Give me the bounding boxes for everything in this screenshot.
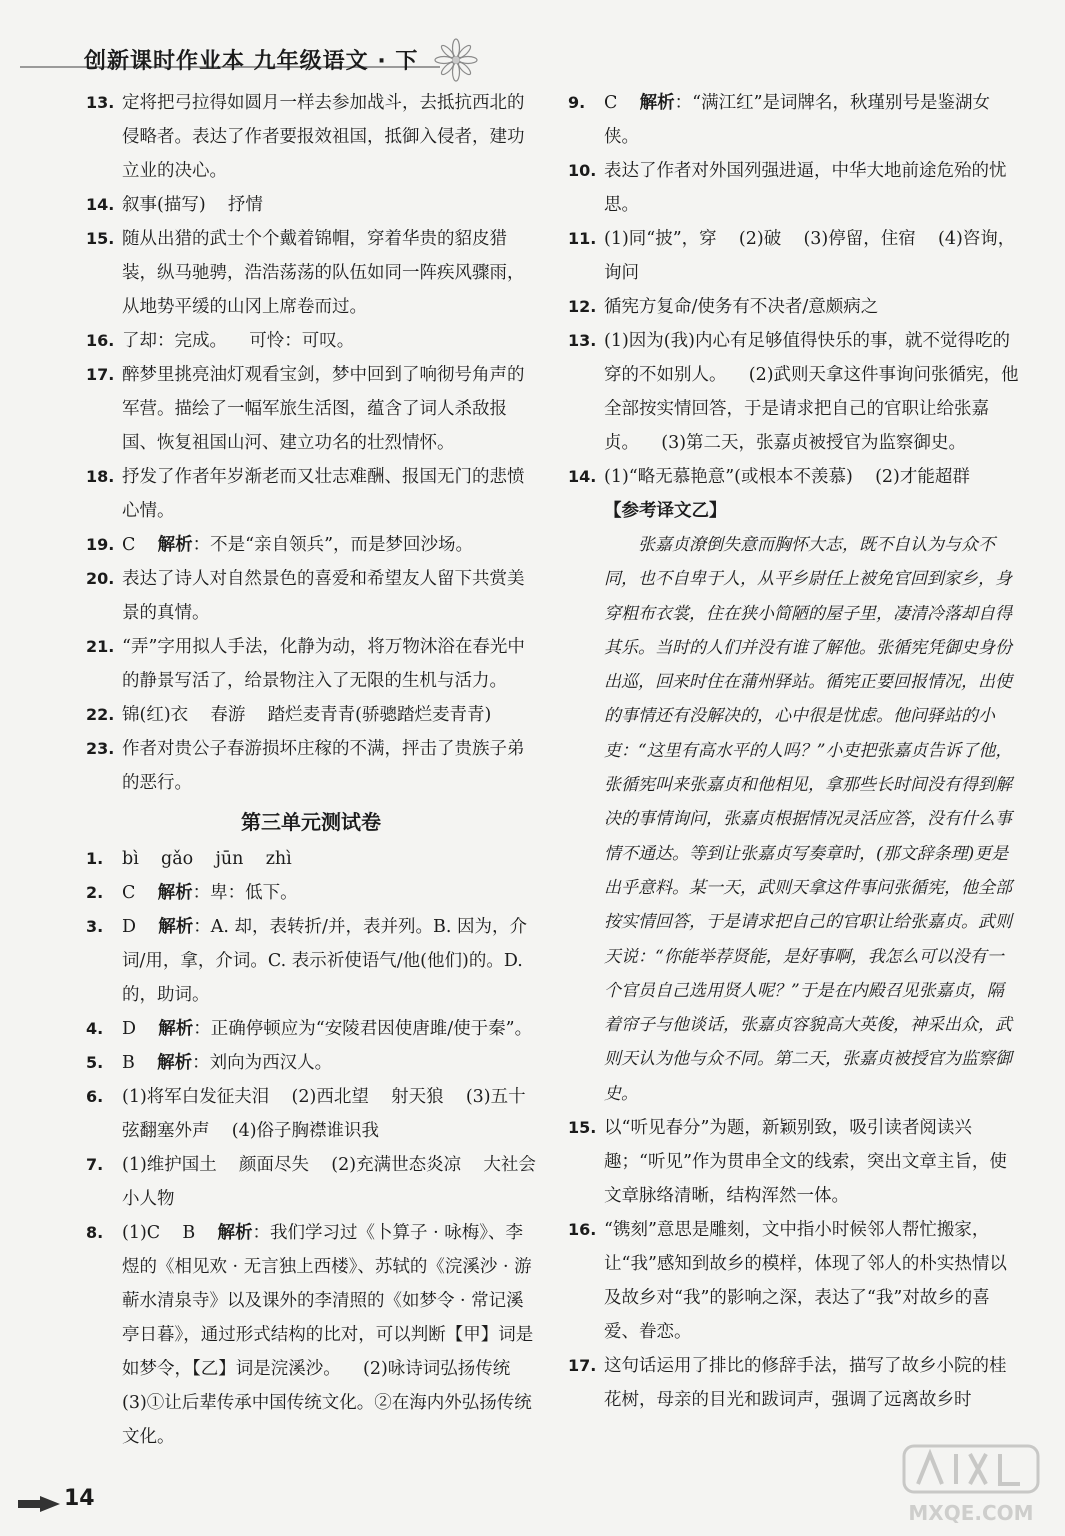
answer-number: 14.: [86, 195, 115, 214]
answer-text: (1)同“披”，穿 (2)破 (3)停留，住宿 (4)咨询，询问: [604, 229, 1016, 283]
answer-number: 19.: [86, 535, 115, 554]
answer-list-left-bottom: [86, 842, 536, 1454]
answer-item: [86, 460, 536, 528]
answer-item: [86, 528, 536, 562]
answer-item: [568, 324, 1020, 460]
answer-text: (1)维护国土 颜面尽失 (2)充满世态炎凉 大社会小人物: [122, 1155, 536, 1209]
analysis-label: 解析: [158, 917, 194, 937]
answer-text: ：正确停顿应为“安陵君因使唐雎/使于秦”。: [193, 1019, 533, 1039]
answer-number: 17.: [86, 365, 115, 384]
answer-number: 21.: [86, 637, 115, 656]
answer-text: 叙事(描写) 抒情: [122, 195, 263, 215]
answer-item: [568, 1111, 1020, 1213]
analysis-label: 解析: [217, 1223, 253, 1243]
answer-number: 5.: [86, 1053, 104, 1072]
answer-number: 10.: [568, 161, 597, 180]
answer-number: 22.: [86, 705, 115, 724]
answer-item: [86, 1012, 536, 1046]
answer-text: 了却：完成。 可怜：可叹。: [122, 331, 355, 351]
answer-text: bì gǎo jūn zhì: [122, 849, 292, 869]
answer-number: 4.: [86, 1019, 104, 1038]
flower-ornament-icon: [434, 38, 478, 82]
answer-item: [86, 188, 536, 222]
answer-text: ：A. 却，表转折/并，表并列。B. 因为，介词/用，拿，介词。C. 表示祈使语气/他(他们)的。D. 的，助词。: [122, 917, 529, 1005]
answer-number: 14.: [568, 467, 597, 486]
answer-text: ：刘向为西汉人。: [192, 1053, 333, 1073]
answer-text: ：不是“亲自领兵”，而是梦回沙场。: [192, 535, 474, 555]
answer-item: [568, 1349, 1020, 1417]
answer-item: [568, 86, 1020, 154]
right-column: [568, 86, 1020, 1417]
page-marker-bar: [18, 1500, 42, 1508]
answer-number: 16.: [86, 331, 115, 350]
answer-item: [86, 842, 536, 876]
page-arrow-icon: [40, 1496, 60, 1512]
answer-item: [568, 222, 1020, 290]
answer-number: 2.: [86, 883, 104, 902]
answer-text: 表达了作者对外国列强进逼，中华大地前途危殆的忧思。: [604, 161, 1007, 215]
answer-item: [86, 562, 536, 630]
answer-item: [568, 290, 1020, 324]
answer-number: 17.: [568, 1356, 597, 1376]
answer-number: 8.: [86, 1223, 104, 1242]
answer-text: ：我们学习过《卜算子 · 咏梅》、李煜的《相见欢 · 无言独上西楼》、苏轼的《浣溪沙 · 游蕲水清泉寺》以及课外的李清照的《如梦令 · 常记溪亭日暮》，通过形式结构的比对，可以判断【甲】词是如梦令，【乙】词是浣溪沙。 (2)咏诗词弘扬传统 (3)①让后辈传承中国传统文化。②在海内外弘扬传统文化。: [122, 1223, 534, 1447]
answer-text: 表达了诗人对自然景色的喜爱和希望友人留下共赏美景的真情。: [122, 569, 525, 623]
answer-text: ：卑：低下。: [192, 883, 298, 903]
answer-number: 12.: [568, 297, 597, 316]
answer-item: [568, 460, 1020, 494]
answer-item: [86, 1046, 536, 1080]
answer-text: (1)将军白发征夫泪 (2)西北望 射天狼 (3)五十弦翻塞外声 (4)俗子胸襟谁识我: [122, 1087, 526, 1141]
analysis-label: 解析: [157, 1053, 193, 1073]
reference-translation: 张嘉贞潦倒失意而胸怀大志，既不自认为与众不同，也不自卑于人，从平乡尉任上被免官回到家乡，身穿粗布衣裳，住在狭小简陋的屋子里，凄清冷落却自得其乐。当时的人们并没有谁了解他。张循宪凭御史身份出巡，回来时住在蒲州驿站。循宪正要回报情况，出使的事情还有没解决的，心中很是忧虑。他问驿站的小吏：“这里有高水平的人吗？”小吏把张嘉贞告诉了他，张循宪叫来张嘉贞和他相见，拿那些长时间没有得到解决的事情询问，张嘉贞根据情况灵活应答，没有什么事情不通达。等到让张嘉贞写奏章时，(那文辞条理)更是出乎意料。某一天，武则天拿这件事问张循宪，他全部按实情回答，于是请求把自己的官职让给张嘉贞。武则天说：“你能举荐贤能，是好事啊，我怎么可以没有一个官员自己选用贤人呢？”于是在内殿召见张嘉贞，隔着帘子与他谈话，张嘉贞容貌高大英俊，神采出众，武则天认为他与众不同。第二天，张嘉贞被授官为监察御史。: [604, 535, 1013, 1104]
answer-number: 15.: [86, 229, 115, 248]
watermark-logo: [896, 1440, 1046, 1530]
answer-item: [86, 358, 536, 460]
analysis-label: 解析: [157, 883, 193, 903]
answer-number: 1.: [86, 849, 104, 868]
answer-choice: D: [122, 917, 159, 937]
answer-number: 11.: [568, 229, 597, 248]
answer-text: 锦(红)衣 春游 踏烂麦青青(骄骢踏烂麦青青): [122, 705, 492, 725]
answer-text: (1)因为(我)内心有足够值得快乐的事，就不觉得吃的穿的不如别人。 (2)武则天拿这件事询问张循宪，他全部按实情回答，于是请求把自己的官职让给张嘉贞。 (3)第二天，张嘉贞被授官为监察御史。: [604, 331, 1019, 453]
answer-text: 随从出猎的武士个个戴着锦帽，穿着华贵的貂皮猎装，纵马驰骋，浩浩荡荡的队伍如同一阵疾风骤雨，从地势平缓的山冈上席卷而过。: [122, 229, 525, 317]
page-header: [0, 0, 1065, 80]
answer-number: 9.: [568, 93, 586, 112]
answer-text: “弄”字用拟人手法，化静为动，将万物沐浴在春光中的静景写活了，给景物注入了无限的生机与活力。: [122, 637, 525, 691]
answer-item: [86, 910, 536, 1012]
analysis-label: 解析: [639, 93, 675, 113]
reference-translation-heading: 【参考译文乙】: [604, 501, 727, 521]
section-title: 第三单元测试卷: [241, 810, 381, 834]
answer-choice: D: [122, 1019, 159, 1039]
page-number: 14: [64, 1486, 95, 1511]
answer-choice: C: [122, 883, 158, 903]
answer-item: [86, 698, 536, 732]
answer-text: “镌刻”意思是雕刻，文中指小时候邻人帮忙搬家，让“我”感知到故乡的模样，体现了邻人的朴实热情以及故乡对“我”的影响之深，表达了“我”对故乡的喜爱、眷恋。: [604, 1220, 1007, 1343]
answer-text: 作者对贵公子春游损坏庄稼的不满，抨击了贵族子弟的恶行。: [122, 739, 525, 793]
answer-list-right-bottom: [568, 1111, 1020, 1417]
answer-number: 15.: [568, 1118, 597, 1138]
answer-item: [86, 222, 536, 324]
answer-number: 20.: [86, 569, 115, 588]
answer-choice: C: [122, 535, 158, 555]
answer-choice: (1)C B: [122, 1223, 218, 1243]
answer-item: [568, 154, 1020, 222]
answer-item: [86, 732, 536, 800]
answer-item: [86, 324, 536, 358]
answer-item: [86, 1216, 536, 1454]
answer-number: 18.: [86, 467, 115, 486]
answer-choice: C: [604, 93, 640, 113]
answer-text: 醉梦里挑亮油灯观看宝剑，梦中回到了响彻号角声的军营。描绘了一幅军旅生活图，蕴含了词人杀敌报国、恢复祖国山河、建立功名的壮烈情怀。: [122, 365, 525, 453]
answer-item: [86, 86, 536, 188]
watermark-text: MXQE.COM: [908, 1501, 1034, 1525]
answer-item: [86, 1080, 536, 1148]
answer-text: ：“满江红”是词牌名，秋瑾别号是鉴湖女侠。: [604, 93, 991, 147]
answer-list-left-top: [86, 86, 536, 800]
answer-number: 6.: [86, 1087, 104, 1106]
answer-list-right-top: [568, 86, 1020, 494]
analysis-label: 解析: [158, 1019, 194, 1039]
analysis-label: 解析: [157, 535, 193, 555]
answer-item: [86, 630, 536, 698]
answer-choice: B: [122, 1053, 158, 1073]
answer-item: [86, 1148, 536, 1216]
answer-item: [86, 876, 536, 910]
left-column: [86, 86, 536, 1454]
answer-text: 定将把弓拉得如圆月一样去参加战斗，去抵抗西北的侵略者。表达了作者要报效祖国，抵御入侵者，建功立业的决心。: [122, 93, 525, 181]
answer-text: 循宪方复命/使务有不决者/意颇病之: [604, 297, 879, 317]
answer-number: 13.: [86, 93, 115, 112]
answer-number: 16.: [568, 1220, 597, 1240]
answer-text: 这句话运用了排比的修辞手法，描写了故乡小院的桂花树，母亲的目光和跋词声，强调了远离故乡时: [604, 1356, 1007, 1411]
book-title: 创新课时作业本 九年级语文 · 下: [84, 49, 419, 74]
answer-number: 23.: [86, 739, 115, 758]
answer-text: (1)“略无慕艳意”(或根本不羡慕) (2)才能超群: [604, 467, 970, 487]
answer-number: 7.: [86, 1155, 104, 1174]
answer-text: 以“听见春分”为题，新颖别致，吸引读者阅读兴趣；“听见”作为贯串全文的线索，突出文章主旨，使文章脉络清晰，结构浑然一体。: [604, 1118, 1007, 1207]
answer-item: [568, 1213, 1020, 1349]
answer-text: 抒发了作者年岁渐老而又壮志难酬、报国无门的悲愤心情。: [122, 467, 525, 521]
answer-number: 13.: [568, 331, 597, 350]
answer-number: 3.: [86, 917, 104, 936]
